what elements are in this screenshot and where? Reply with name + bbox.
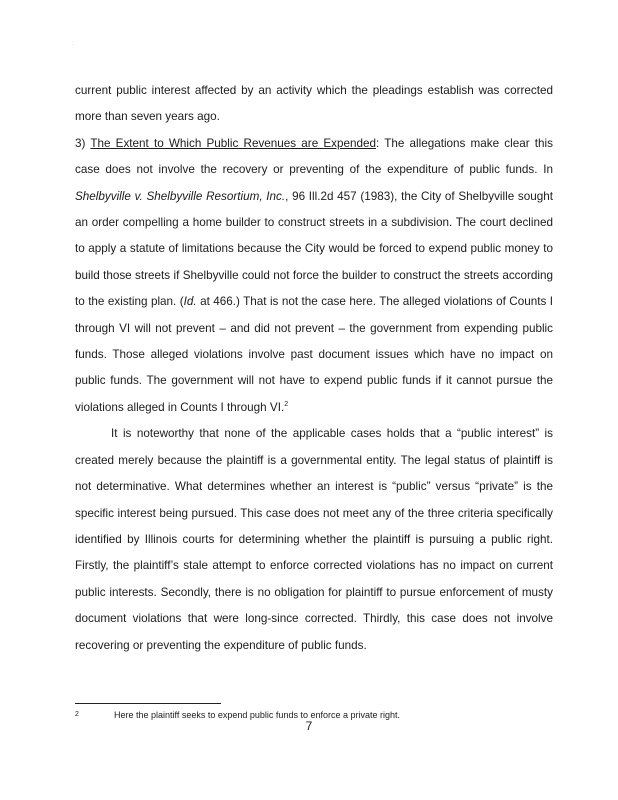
page-number: 7 <box>305 719 313 733</box>
footnote-reference: 2 <box>284 400 289 408</box>
footnote-divider <box>75 703 221 704</box>
id-citation: Id. <box>183 295 197 309</box>
paragraph-continued: current public interest affected by an activity which the pleadings establish was corrected more than seven years ago. <box>75 84 553 124</box>
case-citation: Shelbyville v. Shelbyville Resortium, Inc. <box>75 189 286 203</box>
item-number: 3) <box>75 136 86 150</box>
footnote-text: Here the plaintiff seeks to expend public funds to enforce a private right. <box>114 710 401 720</box>
paragraph-public-revenues: 3) The Extent to Which Public Revenues are Expended: The allegations make clear this case does not involve the recovery or preventing of the expenditure of public funds. In Shelbyville v. Shelbyville Resortium, Inc., 96 Ill.2d 457 (1983), the City of Shelbyville sought an order compelling a home builder to construct streets in a subdivision. The court declined to apply a statute of limitations because the City would be forced to expend public money to build those streets if Shelbyville could not force the builder to construct the streets according to the existing plan. (Id. at 466.) That is not the case here. The alleged violations of Counts I through VI will not prevent – and did not prevent – the government from expending public funds. Those alleged violations involve past document issues which have no impact on public funds. The government will not have to expend public funds if it cannot pursue the violations alleged in Counts I through VI.$^2$ <box>75 136 553 414</box>
body-text <box>75 78 553 659</box>
scan-mark: : <box>72 40 74 47</box>
footnote-number: 2 <box>75 711 79 718</box>
section-heading: The Extent to Which Public Revenues are Expended <box>90 136 376 150</box>
paragraph-public-interest: It is noteworthy that none of the applicable cases holds that a “public interest” is created merely because the plaintiff is a governmental entity. The legal status of plaintiff is not determinative. What determines whether an interest is “public” versus “private” is the specific interest being pursued. This case does not meet any of the three criteria specifically identified by Illinois courts for determining whether the plaintiff is pursuing a public right. Firstly, the plaintiff’s stale attempt to enforce corrected violations has no impact on current public interests. Secondly, there is no obligation for plaintiff to pursue enforcement of musty document violations that were long-since corrected. Thirdly, this case does not involve recovering or preventing the expenditure of public funds. <box>75 427 553 652</box>
